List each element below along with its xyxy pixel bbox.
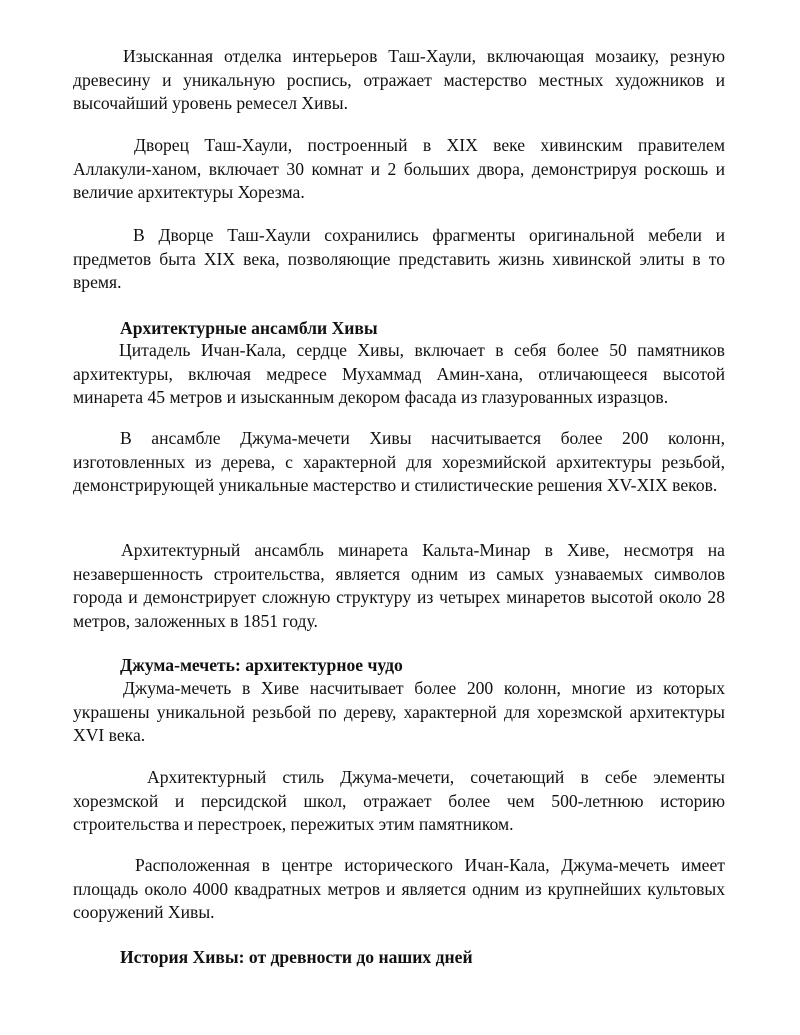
section-heading-history-of-khiva: История Хивы: от древности до наших дней — [120, 947, 473, 967]
paragraph-juma-mosque-columns: В ансамбле Джума-мечети Хивы насчитывается более 200 колонн, изготовленных из дерева, с характерной для хорезмийской архитектуры резьбой, демонстрирующей уникальные мастерство и стилистические решения XV-XIX веков. — [73, 428, 725, 496]
paragraph-juma-mosque-carving: Джума-мечеть в Хиве насчитывает более 200 колонн, многие из которых украшены уникальной резьбой по дереву, характерной для хорезмской архитектуры XVI века. — [73, 678, 725, 746]
paragraph-ichan-kala: Цитадель Ичан-Кала, сердце Хивы, включает в себя более 50 памятников архитектуры, включая медресе Мухаммад Амин-хана, отличающееся высотой минарета 45 метров и изысканным декором фасада из глазурованных изразцов. — [73, 340, 725, 408]
section-heading-architectural-ensembles: Архитектурные ансамбли Хивы — [120, 318, 378, 338]
paragraph-juma-mosque-area: Расположенная в центре исторического Ичан-Кала, Джума-мечеть имеет площадь около 4000 квадратных метров и является одним из крупнейших культовых сооружений Хивы. — [73, 855, 725, 923]
section-heading-juma-mosque: Джума-мечеть: архитектурное чудо — [120, 655, 403, 675]
paragraph-tash-hauli-palace: Дворец Таш-Хаули, построенный в XIX веке хивинским правителем Аллакули-ханом, включает 30 комнат и 2 больших двора, демонстрируя роскошь и величие архитектуры Хорезма. — [73, 135, 725, 203]
paragraph-kalta-minar: Архитектурный ансамбль минарета Кальта-Минар в Хиве, несмотря на незавершенность строительства, является одним из самых узнаваемых символов города и демонстрирует сложную структуру из четырех минаретов высотой около 28 метров, заложенных в 1851 году. — [73, 540, 725, 631]
paragraph-tash-hauli-interiors: Изысканная отделка интерьеров Таш-Хаули, включающая мозаику, резную древесину и уникальную роспись, отражает мастерство местных художников и высочайший уровень ремесел Хивы. — [73, 46, 725, 114]
paragraph-juma-mosque-style: Архитектурный стиль Джума-мечети, сочетающий в себе элементы хорезмской и персидской школ, отражает более чем 500-летнюю историю строительства и перестроек, пережитых этим памятником. — [73, 767, 725, 835]
paragraph-tash-hauli-furniture: В Дворце Таш-Хаули сохранились фрагменты оригинальной мебели и предметов быта XIX века, позволяющие представить жизнь хивинской элиты в то время. — [73, 225, 725, 293]
